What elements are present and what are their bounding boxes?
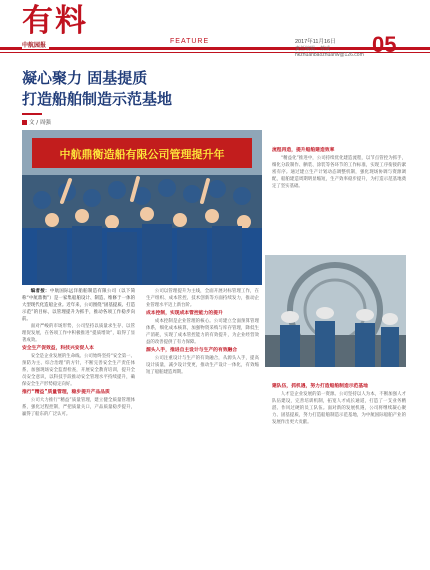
subhead-safety: 安全生产促效益，科技兴安促人本: [22, 346, 94, 351]
right-photo-image: [265, 255, 406, 367]
lead-text: 中航国际远洋船舶制造有限公司（以下简称“中航鼎衡”）是一家集船舶设计、制造、维修于一体的大型现代化造船企业。近年来，公司围绕“固基提质、打造示范”的目标，以管理提升为抓手，推动各项工作稳步向前。: [22, 289, 135, 322]
subhead-quality: 推行“精益”质量管理，稳步提升产品品质: [22, 390, 110, 395]
headline-line-1: 凝心聚力 固基提质: [22, 69, 148, 87]
page-number: 05: [372, 32, 397, 57]
main-photo-image: [22, 130, 262, 285]
column-4: [272, 382, 406, 560]
paper-logo: 中航园报: [22, 40, 49, 49]
headline-rule: [22, 113, 42, 115]
byline-icon: [22, 120, 27, 125]
subhead-design: 源头入手，推进自主设计与生产的有效融合: [146, 348, 238, 353]
column-2-body: 公司以管理提升为主线，全面开展对标管理工作，在生产组织、成本管控、技术创新等方面持续发力，推动企业管理水平迈上新台阶。: [146, 289, 259, 308]
masthead-rule: [0, 47, 430, 50]
masthead: [0, 0, 430, 59]
headline-line-2: 打造船舶制造示范基地: [22, 90, 173, 108]
column-3: [272, 146, 406, 252]
section-title: 有料: [22, 3, 88, 39]
column-1-body-2: 安全是企业发展的生命线。公司始终坚持“安全第一、预防为主、综合治理”的方针，不断完善安全生产责任体系，加强现场安全监督检查，开展安全教育培训，提升全员安全意识，以科技手段推动安全管理水平持续提升，确保安全生产形势稳定向好。: [22, 354, 135, 387]
lead-paragraph: [22, 288, 135, 323]
lead-label: 编者按：: [30, 289, 50, 294]
byline-text: 文 / 周强: [29, 120, 51, 126]
column-2: [146, 288, 259, 560]
issue-email: hkzhuanbaozhuanw@126.com: [295, 52, 364, 59]
right-photo: [265, 255, 406, 367]
column-4-body: 人才是企业发展的第一资源。公司坚持以人为本，不断加强人才队伍建设，完善培训机制，拓宽人才成长通道，打造了一支业务精湛、作风过硬的员工队伍。面对新的发展机遇，公司将继续凝心聚力、固基提质，努力打造船舶制造示范基地，为中航国际船舶产业的发展作出更大贡献。: [272, 392, 406, 425]
main-photo: [22, 130, 262, 285]
headline: [22, 68, 172, 110]
banner-text: 中航鼎衡造船有限公司管理提升年: [59, 148, 225, 161]
column-3-body: “精益化”推进中，公司持续优化建造流程，以节点管控为抓手，细化分段制作、舾装、涂装等各环节的工作标准，实现工序衔接的紧密有序。通过建立生产计划动态调整机制，强化现场协调与资源调配，船舶建造周期明显缩短，生产效率稳步提升，为打造示范基地奠定了坚实基础。: [272, 156, 406, 189]
issue-editor: 责任编辑：蔡威: [295, 45, 331, 52]
column-1-body: 面对严峻的市场形势，公司坚持以质量求生存、以管理促发展，在各项工作中积极推进“提质增效”，取得了显著成效。: [22, 324, 135, 343]
masthead-rule-thin: [0, 52, 430, 53]
byline: [22, 118, 51, 126]
issue-info: [295, 39, 364, 58]
issue-date: 2017年11月16日: [295, 39, 336, 45]
column-1-body-3: 公司大力推行“精益”质量管理，建立健全质量管理体系，强化过程控制，严把质量关口，产品质量稳步提升，赢得了船东的广泛认可。: [22, 398, 135, 417]
subhead-process: 流程再造，提升船舶建造效率: [272, 148, 335, 153]
subhead-cost: 成本控制，实现成本管控能力的提升: [146, 311, 223, 316]
subhead-team: 建队伍，抓机遇，努力打造船舶制造示范基地: [272, 384, 368, 389]
column-2-body-3: 公司注重设计与生产的有效融合，从源头入手，提高设计质量，减少设计变更，推动生产设计一体化，有效缩短了船舶建造周期。: [146, 356, 259, 375]
column-2-body-2: 成本控制是企业管理的核心。公司建立全面预算管理体系，细化成本核算，加强物资采购与库存管理，降低生产消耗，实现了成本管控能力的有效提升，为企业经营效益的改善提供了有力保障。: [146, 319, 259, 345]
section-english: FEATURE: [170, 38, 210, 45]
column-1: [22, 288, 135, 560]
